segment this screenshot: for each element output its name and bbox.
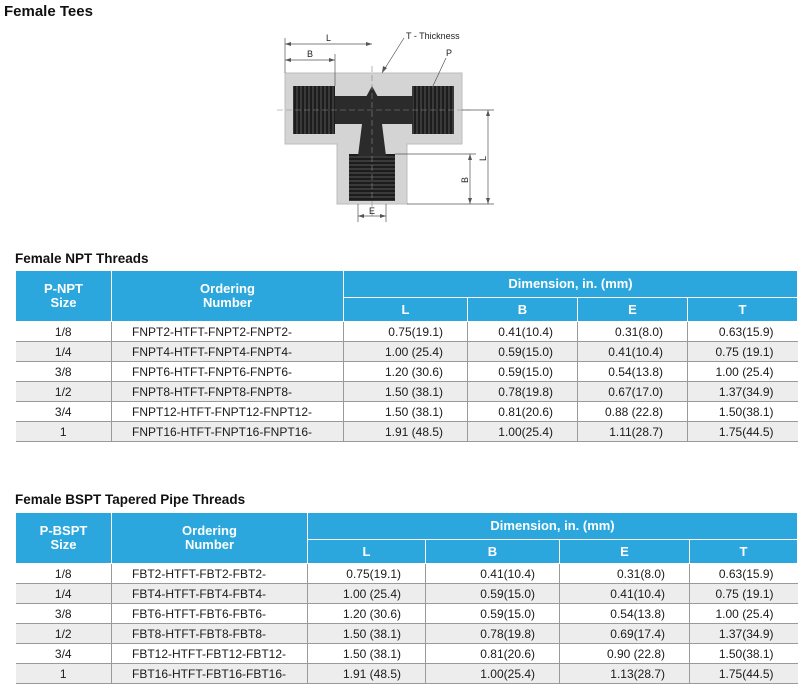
table-row (16, 624, 798, 644)
cell-B: 0.59(15.0) (468, 342, 578, 362)
table-row (16, 584, 798, 604)
cell-size: 3/8 (16, 362, 112, 382)
cell-L: 1.91 (48.5) (344, 422, 468, 442)
cell-ordering-number: FNPT4-HTFT-FNPT4-FNPT4- (112, 342, 344, 362)
col-header-E: E (560, 540, 690, 564)
cell-size: 1/8 (16, 564, 112, 584)
cell-L: 1.50 (38.1) (344, 402, 468, 422)
col-header-L: L (308, 540, 426, 564)
col-header-T: T (688, 298, 798, 322)
cell-size: 1/4 (16, 342, 112, 362)
cell-L: 1.50 (38.1) (344, 382, 468, 402)
dim-label-P: P (446, 48, 453, 58)
cell-size: 1/2 (16, 624, 112, 644)
col-header-ordering-number: Ordering Number (112, 513, 308, 564)
col-header-B: B (468, 298, 578, 322)
cell-B: 0.41(10.4) (468, 322, 578, 342)
table-row (16, 604, 798, 624)
dim-label-B-vertical: B (460, 176, 470, 183)
cell-E: 0.41(10.4) (560, 584, 690, 604)
dim-label-T: T - Thickness (406, 31, 460, 41)
cell-L: 0.75(19.1) (344, 322, 468, 342)
cell-T: 1.37(34.9) (690, 624, 798, 644)
cell-T: 0.75 (19.1) (690, 584, 798, 604)
cell-L: 1.50 (38.1) (308, 624, 426, 644)
cell-T: 0.63(15.9) (688, 322, 798, 342)
page-title: Female Tees (4, 3, 93, 20)
cell-T: 1.00 (25.4) (688, 362, 798, 382)
table-row (16, 644, 798, 664)
col-header-size: P-NPT Size (16, 271, 112, 322)
cell-E: 0.41(10.4) (578, 342, 688, 362)
cell-size: 3/4 (16, 644, 112, 664)
cell-E: 0.31(8.0) (560, 564, 690, 584)
table-row (16, 422, 798, 442)
table-row (16, 342, 798, 362)
cell-B: 0.81(20.6) (426, 644, 560, 664)
cell-L: 1.00 (25.4) (308, 584, 426, 604)
cell-ordering-number: FBT6-HTFT-FBT6-FBT6- (112, 604, 308, 624)
table-row (16, 382, 798, 402)
cell-B: 0.59(15.0) (468, 362, 578, 382)
cell-size: 1 (16, 664, 112, 684)
cell-ordering-number: FBT16-HTFT-FBT16-FBT16- (112, 664, 308, 684)
col-header-dimension: Dimension, in. (mm) (344, 271, 798, 298)
female-tee-diagram (262, 26, 512, 226)
cell-T: 0.63(15.9) (690, 564, 798, 584)
cell-size: 1 (16, 422, 112, 442)
cell-T: 1.75(44.5) (688, 422, 798, 442)
cell-L: 1.91 (48.5) (308, 664, 426, 684)
cell-B: 0.78(19.8) (468, 382, 578, 402)
dim-label-L-vertical: L (478, 155, 488, 161)
cell-size: 3/8 (16, 604, 112, 624)
cell-ordering-number: FNPT2-HTFT-FNPT2-FNPT2- (112, 322, 344, 342)
cell-B: 0.41(10.4) (426, 564, 560, 584)
npt-dimension-table (15, 270, 798, 442)
cell-B: 1.00(25.4) (468, 422, 578, 442)
table-row (16, 362, 798, 382)
npt-section-title: Female NPT Threads (15, 251, 149, 266)
cell-L: 1.50 (38.1) (308, 644, 426, 664)
cell-E: 1.13(28.7) (560, 664, 690, 684)
table-row (16, 664, 798, 684)
cell-T: 1.37(34.9) (688, 382, 798, 402)
cell-E: 0.67(17.0) (578, 382, 688, 402)
col-header-ordering-number: Ordering Number (112, 271, 344, 322)
cell-size: 1/2 (16, 382, 112, 402)
cell-E: 0.69(17.4) (560, 624, 690, 644)
bspt-dimension-table (15, 512, 798, 684)
cell-L: 0.75(19.1) (308, 564, 426, 584)
cell-ordering-number: FBT8-HTFT-FBT8-FBT8- (112, 624, 308, 644)
cell-L: 1.20 (30.6) (344, 362, 468, 382)
cell-E: 0.31(8.0) (578, 322, 688, 342)
cell-ordering-number: FNPT8-HTFT-FNPT8-FNPT8- (112, 382, 344, 402)
cell-T: 1.00 (25.4) (690, 604, 798, 624)
cell-E: 1.11(28.7) (578, 422, 688, 442)
dim-label-L: L (326, 33, 332, 43)
dim-label-B: B (307, 49, 314, 59)
table-row (16, 402, 798, 422)
cell-ordering-number: FBT4-HTFT-FBT4-FBT4- (112, 584, 308, 604)
cell-ordering-number: FNPT16-HTFT-FNPT16-FNPT16- (112, 422, 344, 442)
cell-B: 0.78(19.8) (426, 624, 560, 644)
col-header-T: T (690, 540, 798, 564)
cell-ordering-number: FNPT6-HTFT-FNPT6-FNPT6- (112, 362, 344, 382)
col-header-E: E (578, 298, 688, 322)
col-header-B: B (426, 540, 560, 564)
cell-L: 1.20 (30.6) (308, 604, 426, 624)
dim-label-E: E (369, 206, 376, 216)
bspt-section-title: Female BSPT Tapered Pipe Threads (15, 492, 246, 507)
col-header-L: L (344, 298, 468, 322)
cell-B: 0.81(20.6) (468, 402, 578, 422)
table-row (16, 322, 798, 342)
cell-E: 0.88 (22.8) (578, 402, 688, 422)
col-header-size: P-BSPT Size (16, 513, 112, 564)
cell-size: 3/4 (16, 402, 112, 422)
cell-E: 0.54(13.8) (578, 362, 688, 382)
cell-ordering-number: FBT2-HTFT-FBT2-FBT2- (112, 564, 308, 584)
cell-E: 0.90 (22.8) (560, 644, 690, 664)
cell-B: 0.59(15.0) (426, 604, 560, 624)
cell-T: 1.75(44.5) (690, 664, 798, 684)
col-header-dimension: Dimension, in. (mm) (308, 513, 798, 540)
cell-size: 1/8 (16, 322, 112, 342)
cell-B: 1.00(25.4) (426, 664, 560, 684)
cell-ordering-number: FNPT12-HTFT-FNPT12-FNPT12- (112, 402, 344, 422)
table-row (16, 564, 798, 584)
cell-E: 0.54(13.8) (560, 604, 690, 624)
cell-ordering-number: FBT12-HTFT-FBT12-FBT12- (112, 644, 308, 664)
cell-T: 1.50(38.1) (690, 644, 798, 664)
cell-T: 1.50(38.1) (688, 402, 798, 422)
cell-T: 0.75 (19.1) (688, 342, 798, 362)
cell-size: 1/4 (16, 584, 112, 604)
cell-L: 1.00 (25.4) (344, 342, 468, 362)
cell-B: 0.59(15.0) (426, 584, 560, 604)
